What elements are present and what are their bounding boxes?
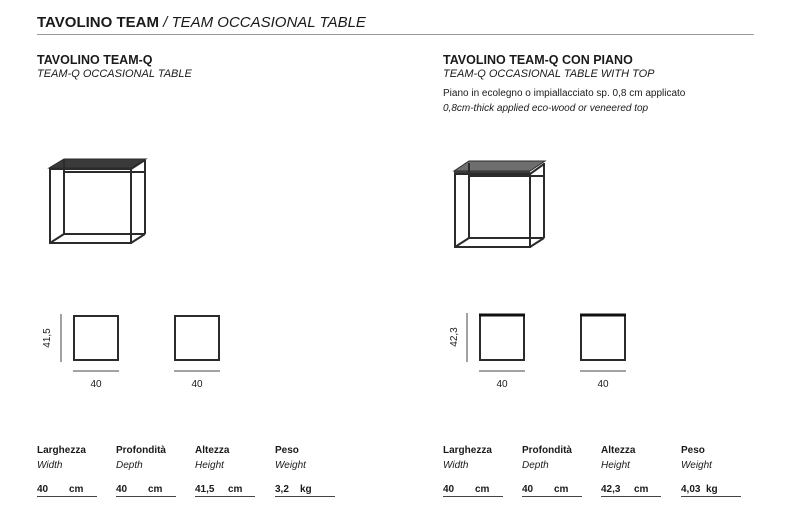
- right-spec-depth-value: 40: [522, 484, 534, 495]
- right-spec-weight-sub: Weight: [681, 460, 712, 471]
- right-top-note-en: 0,8cm-thick applied eco-wood or veneered top: [443, 103, 649, 114]
- left-spec-width-value: 40: [37, 484, 49, 495]
- right-side-depth-label: 40: [597, 379, 609, 390]
- left-height-label: 41,5: [42, 328, 53, 348]
- right-spec-height-sub: Height: [601, 460, 630, 471]
- right-spec-width-unit: cm: [475, 484, 490, 495]
- page-title-bold: TAVOLINO TEAM: [37, 14, 159, 31]
- right-spec-depth-sub: Depth: [522, 460, 549, 471]
- right-spec-width-label: Larghezza: [443, 445, 492, 456]
- left-spec-depth-unit: cm: [148, 484, 163, 495]
- right-spec-height-unit: cm: [634, 484, 649, 495]
- right-spec-height-label: Altezza: [601, 445, 636, 456]
- right-front-width-label: 40: [496, 379, 508, 390]
- right-spec-width-value: 40: [443, 484, 455, 495]
- right-spec-weight-value: 4,03: [681, 484, 701, 495]
- right-product-title: TAVOLINO TEAM-Q CON PIANO: [443, 53, 633, 67]
- right-spec-weight-label: Peso: [681, 445, 705, 456]
- left-spec-depth-label: Profondità: [116, 445, 166, 456]
- left-front-width-label: 40: [90, 379, 102, 390]
- right-spec-depth-unit: cm: [554, 484, 569, 495]
- left-spec-weight-sub: Weight: [275, 460, 306, 471]
- right-spec-weight-unit: kg: [706, 484, 718, 495]
- right-spec-width-sub: Width: [443, 460, 469, 471]
- right-top-note-it: Piano in ecolegno o impiallacciato sp. 0,8 cm applicato: [443, 88, 686, 99]
- page-title-italic: / TEAM OCCASIONAL TABLE: [163, 14, 366, 31]
- right-spec-height-value: 42,3: [601, 484, 621, 495]
- right-product-subtitle: TEAM-Q OCCASIONAL TABLE WITH TOP: [443, 68, 655, 80]
- right-height-label: 42,3: [449, 327, 460, 347]
- left-spec-height-unit: cm: [228, 484, 243, 495]
- left-spec-height-value: 41,5: [195, 484, 215, 495]
- left-spec-width-label: Larghezza: [37, 445, 86, 456]
- left-spec-depth-sub: Depth: [116, 460, 143, 471]
- left-product-title: TAVOLINO TEAM-Q: [37, 53, 153, 67]
- left-spec-weight-unit: kg: [300, 484, 312, 495]
- left-spec-weight-label: Peso: [275, 445, 299, 456]
- right-spec-depth-line: [522, 496, 582, 497]
- left-spec-height-label: Altezza: [195, 445, 230, 456]
- right-front-view: [480, 315, 524, 360]
- left-spec-width-sub: Width: [37, 460, 63, 471]
- right-spec-height-line: [601, 496, 661, 497]
- left-spec-weight-value: 3,2: [275, 484, 289, 495]
- right-side-view: [581, 315, 625, 360]
- left-spec-height-sub: Height: [195, 460, 224, 471]
- left-side-depth-label: 40: [191, 379, 203, 390]
- left-spec-width-unit: cm: [69, 484, 84, 495]
- left-product-subtitle: TEAM-Q OCCASIONAL TABLE: [37, 68, 192, 80]
- right-spec-weight-line: [681, 496, 741, 497]
- right-spec-depth-label: Profondità: [522, 445, 572, 456]
- left-spec-depth-value: 40: [116, 484, 128, 495]
- right-spec-width-line: [443, 496, 503, 497]
